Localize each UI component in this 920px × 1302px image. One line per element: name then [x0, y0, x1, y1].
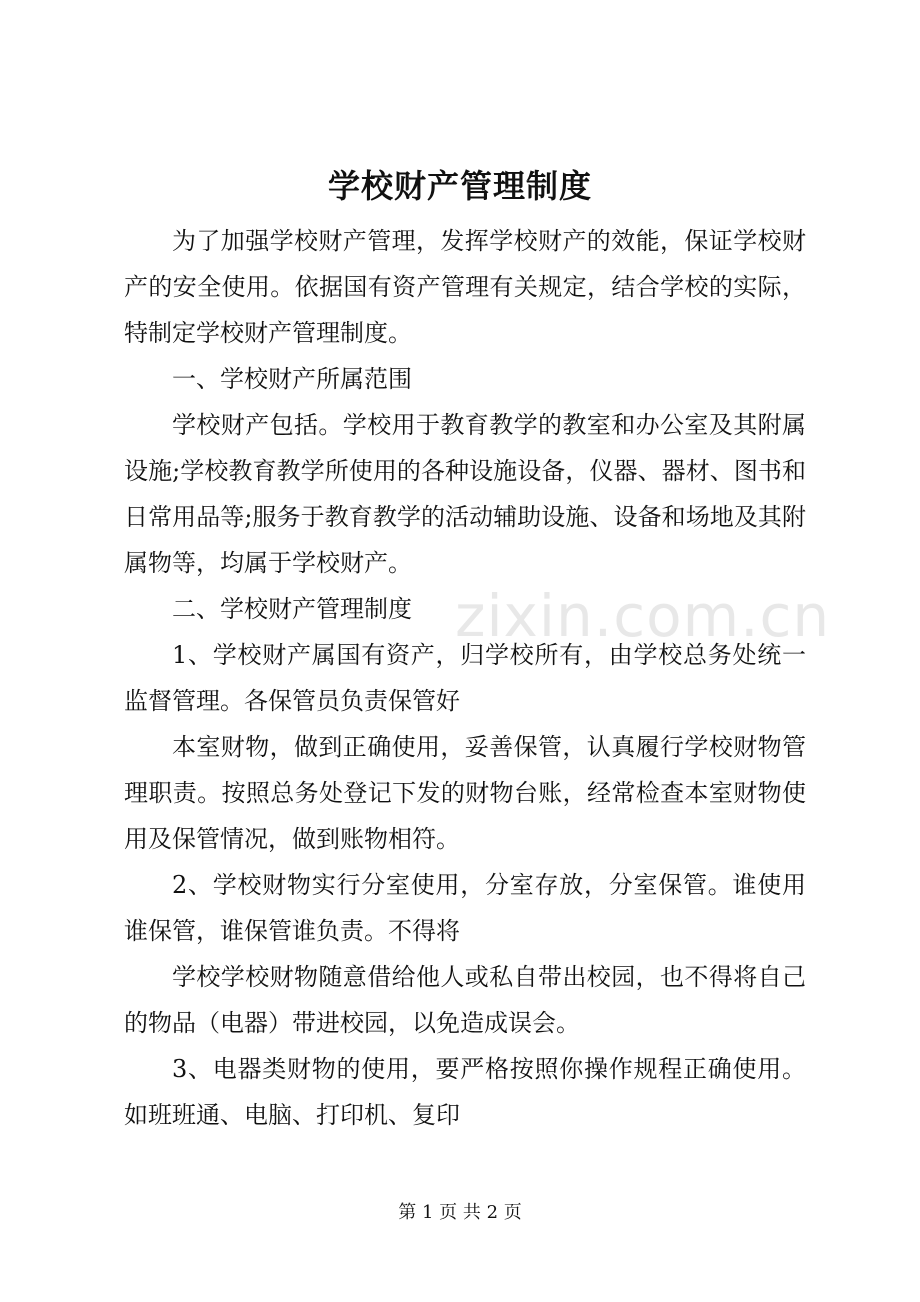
- rule-1-paragraph: 1、学校财产属国有资产，归学校所有，由学校总务处统一监督管理。各保管员负责保管好: [124, 641, 806, 715]
- document-title: 学校财产管理制度: [327, 167, 592, 205]
- rule-2-continuation: 学校学校财物随意借给他人或私自带出校园，也不得将自己的物品（电器）带进校园，以免造成误会。: [124, 963, 806, 1037]
- scope-paragraph: 学校财产包括。学校用于教育教学的教室和办公室及其附属设施;学校教育教学所使用的各种设施设备，仪器、器材、图书和日常用品等;服务于教育教学的活动辅助设施、设备和场地及其附属物等，均属于学校财产。: [124, 411, 806, 577]
- rule-1-continuation: 本室财物，做到正确使用，妥善保管，认真履行学校财物管理职责。按照总务处登记下发的财物台账，经常检查本室财物使用及保管情况，做到账物相符。: [124, 733, 806, 853]
- document-body: [124, 218, 806, 1138]
- page-footer: 第 1 页 共 2 页: [398, 1202, 522, 1223]
- rule-2-paragraph: 2、学校财物实行分室使用，分室存放，分室保管。谁使用谁保管，谁保管谁负责。不得将: [124, 871, 806, 945]
- section-heading-rules: 二、学校财产管理制度: [172, 595, 412, 623]
- watermark-text: zixin.com.cn: [455, 582, 831, 650]
- rule-3-paragraph: 3、电器类财物的使用，要严格按照你操作规程正确使用。如班班通、电脑、打印机、复印: [124, 1055, 806, 1129]
- intro-paragraph: 为了加强学校财产管理，发挥学校财产的效能，保证学校财产的安全使用。依据国有资产管理有关规定，结合学校的实际，特制定学校财产管理制度。: [124, 227, 806, 347]
- section-heading-scope: 一、学校财产所属范围: [172, 365, 412, 393]
